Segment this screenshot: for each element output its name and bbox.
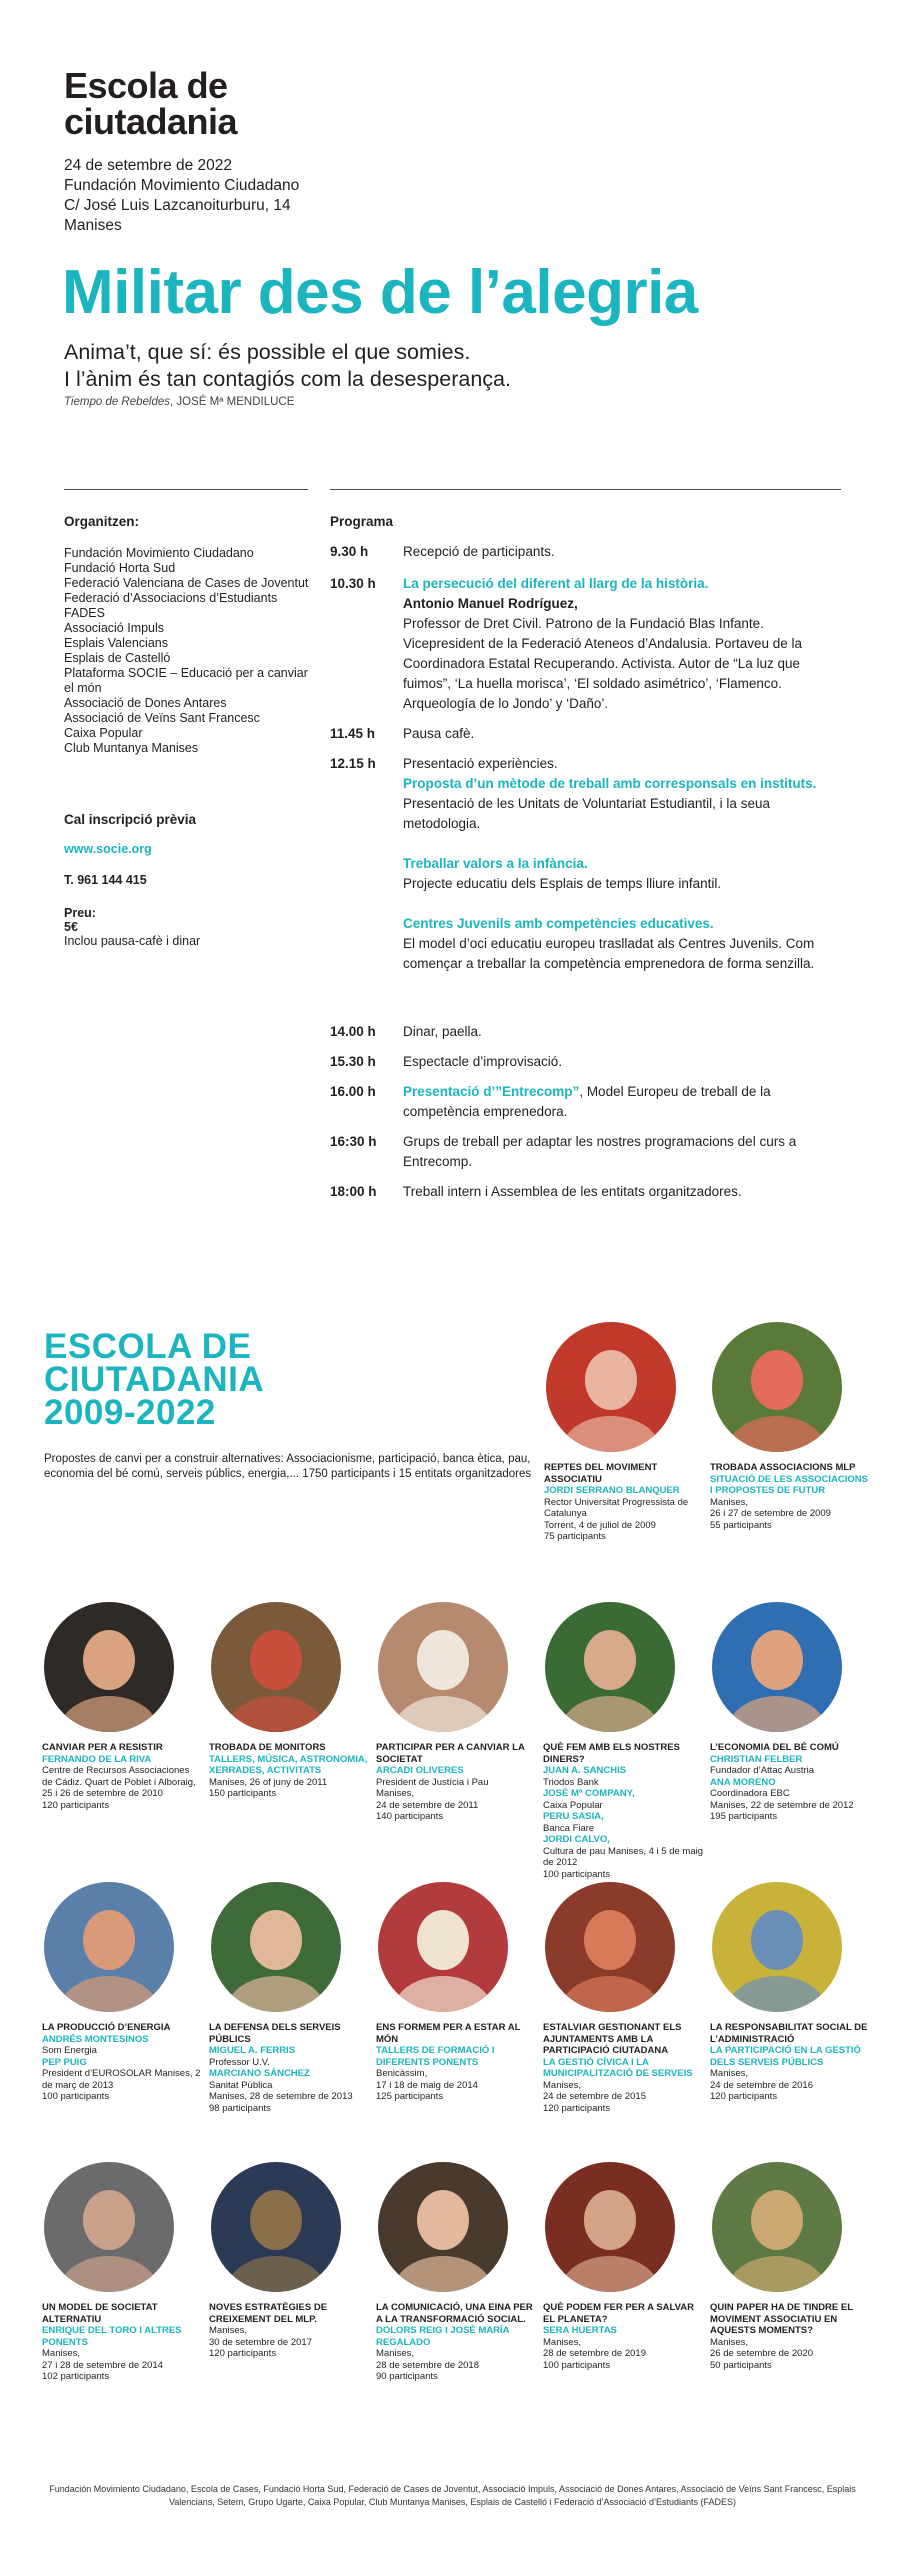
program-text: Recepció de participants. — [403, 544, 555, 559]
event-photo — [211, 1882, 341, 2012]
organizer-item: Plataforma SOCIE – Educació per a canviar el món — [64, 666, 308, 695]
history-item-title: CANVIAR PER A RESISTIR — [42, 1742, 163, 1753]
program-entry — [403, 1082, 843, 1122]
history-item — [42, 2162, 202, 2383]
program-time: 11.45 h — [330, 726, 376, 741]
history-item-title: QUÈ FEM AMB ELS NOSTRES DINERS? — [543, 1742, 680, 1765]
event-venue: Fundación Movimiento Ciudadano — [64, 177, 300, 194]
history-item-details — [710, 1754, 870, 1823]
history-item-details — [710, 2045, 870, 2103]
history-item-details — [209, 2045, 369, 2114]
history-item-text: Professor U.V. — [209, 2056, 270, 2068]
program-entry — [403, 754, 843, 974]
program-text: Treball intern i Assemblea de les entitats organitzadores. — [403, 1184, 742, 1199]
event-photo — [712, 1322, 842, 1452]
history-title-line1: ESCOLA DE — [44, 1327, 252, 1366]
history-item-participants: 120 participants — [543, 2102, 611, 2114]
organizer-item: Associació de Veïns Sant Francesc — [64, 711, 260, 725]
history-item-highlight: FERNANDO DE LA RIVA — [42, 1753, 152, 1765]
history-item-title: TROBADA ASSOCIACIONS MLP — [710, 1462, 856, 1473]
history-item-highlight: LA GESTIÓ CÍVICA I LA MUNICIPALITZACIÓ DE SERVEIS — [543, 2056, 693, 2079]
website-link[interactable]: www.socie.org — [64, 842, 152, 856]
history-item-text: Cultura de pau Manises, 4 i 5 de maig de 2012 — [543, 1845, 704, 1868]
history-item-details — [544, 1485, 704, 1543]
program-time: 14.00 h — [330, 1024, 376, 1039]
program-time: 15.30 h — [330, 1054, 376, 1069]
program-text: , Model Europeu de treball de la competència emprenedora. — [403, 1084, 771, 1119]
history-item-title: LA PRODUCCIÓ D’ENERGIA — [42, 2022, 171, 2033]
organizer-item: Federació d’Associacions d’Estudiants FADES — [64, 591, 278, 620]
event-city: Manises — [64, 217, 122, 234]
history-item-participants: 55 participants — [710, 1519, 772, 1531]
history-item-title: ENS FORMEM PER A ESTAR AL MÓN — [376, 2022, 521, 2045]
program-text: Presentació experiències. — [403, 756, 558, 771]
history-item-highlight: SERA HUERTAS — [543, 2325, 617, 2336]
history-item — [543, 2162, 703, 2371]
history-item-text: Manises, — [710, 1496, 749, 1508]
event-photo — [44, 1882, 174, 2012]
program-entry — [403, 1132, 843, 1172]
history-item-text: President de Justícia i Pau — [376, 1776, 489, 1788]
history-item-participants: 125 participants — [376, 2091, 444, 2102]
history-item — [42, 1602, 202, 1811]
history-item-participants: 120 participants — [42, 1799, 110, 1811]
organizer-item: Fundación Movimiento Ciudadano — [64, 546, 254, 560]
history-item-participants: 90 participants — [376, 2371, 438, 2382]
program-entry — [403, 574, 843, 714]
history-item-title: REPTES DEL MOVIMENT ASSOCIATIU — [544, 1462, 658, 1485]
subtitle — [64, 339, 511, 393]
event-photo — [211, 1602, 341, 1732]
history-item-title: TROBADA DE MONITORS — [209, 1742, 326, 1753]
history-item-participants: 100 participants — [42, 2091, 110, 2102]
history-item-text: Manises, — [376, 1788, 415, 1799]
history-item-text: 24 de setembre de 2015 — [543, 2091, 646, 2102]
history-item-text: 17 i 18 de maig de 2014 — [376, 2079, 478, 2091]
history-item-text: Manises, 22 de setembre de 2012 — [710, 1799, 854, 1811]
program-time: 18:00 h — [330, 1184, 377, 1199]
history-item-highlight: JORDI CALVO, — [543, 1834, 610, 1845]
history-item-details — [42, 2325, 202, 2383]
program-text: Espectacle d’improvisació. — [403, 1054, 563, 1069]
event-photo — [712, 1882, 842, 2012]
history-description: Propostes de canvi per a construir alternatives: Associacionisme, participació, banca ètica, pau, economia del bé comú, serveis públics, energia,... 1750 participants i 15 entitats organitzadores — [44, 1453, 532, 1480]
event-photo — [545, 2162, 675, 2292]
history-title — [44, 1327, 265, 1432]
history-title-line2: CIUTADANIA — [44, 1360, 265, 1399]
organizer-item: Caixa Popular — [64, 726, 143, 740]
history-item — [209, 2162, 369, 2360]
history-item — [376, 1602, 536, 1823]
history-item-participants: 75 participants — [544, 1531, 606, 1542]
divider-left — [64, 489, 308, 490]
history-item-title: PARTICIPAR PER A CANVIAR LA SOCIETAT — [376, 1742, 525, 1765]
history-item-text: Caixa Popular — [543, 1799, 603, 1811]
history-item-details — [543, 2057, 703, 2115]
history-item-text: Centre de Recursos Associaciones de Cádiz. Quart de Poblet i Alboraig, 25 i 26 de setembre de 2010 — [42, 1765, 196, 1799]
organizer-item: Associació Impuls — [64, 621, 165, 635]
history-item — [544, 1322, 704, 1543]
history-item-highlight: TALLERS DE FORMACIÓ I DIFERENTS PONENTS — [376, 2045, 495, 2068]
history-item-title: LA COMUNICACIÓ, UNA EINA PER A LA TRANSFORMACIÓ SOCIAL. — [376, 2302, 533, 2325]
history-item-participants: 150 participants — [209, 1788, 277, 1799]
history-item-participants: 50 participants — [710, 2359, 772, 2371]
price-label: Preu: — [64, 906, 96, 920]
history-item-highlight: ANA MORENO — [710, 1776, 776, 1788]
event-photo — [545, 1602, 675, 1732]
program-time: 9.30 h — [330, 544, 369, 559]
history-item-text: Som Energia — [42, 2045, 97, 2056]
history-item-title: QUIN PAPER HA DE TINDRE EL MOVIMENT ASSOCIATIU EN AQUESTS MOMENTS? — [710, 2302, 853, 2336]
history-item-details — [543, 1765, 703, 1880]
history-item-text: Manises, 28 de setembre de 2013 — [209, 2091, 353, 2102]
history-item-highlight: ENRIQUE DEL TORO I ALTRES PONENTS — [42, 2325, 182, 2348]
program-text: El model d’oci educatiu europeu traslladat als Centres Juvenils. Com començar a treballar la competència emprenedora de forma senzilla. — [403, 936, 815, 971]
program-session-title: Presentació d’”Entrecomp” — [403, 1084, 580, 1099]
history-item-title: LA DEFENSA DELS SERVEIS PÚBLICS — [209, 2022, 341, 2045]
history-item-text: Fundador d’Attac Austria — [710, 1765, 815, 1776]
history-item-text: Manises, — [543, 2336, 582, 2348]
history-item-highlight: SITUACIÓ DE LES ASSOCIACIONS I PROPOSTES DE FUTUR — [710, 1473, 868, 1496]
phone-number: T. 961 144 415 — [64, 873, 147, 887]
organizer-item: Esplais Valencians — [64, 636, 168, 650]
event-photo — [546, 1322, 676, 1452]
program-text: Professor de Dret Civil. Patrono de la Fundació Blas Infante. Vicepresident de la Federació Ateneos d’Andalusia. Portaveu de la Coordinadora Estatal Recuperando. Activista. Autor de “La luz que fuimos”, ‘La huella morisca’, ‘El soldado asimétrico’, ‘Flamenco. Arqueología de lo Jondo’ y ‘Daño’. — [403, 616, 803, 711]
history-item-details — [42, 2034, 202, 2103]
history-item-text: 28 de setembre de 2018 — [376, 2359, 479, 2371]
history-item — [209, 1882, 369, 2114]
program-text: Grups de treball per adaptar les nostres programacions del curs a Entrecomp. — [403, 1134, 797, 1169]
school-title — [64, 65, 238, 142]
history-item-highlight: ARCADI OLIVERES — [376, 1765, 464, 1776]
quote-author: , JOSÉ Mª MENDILUCE — [170, 396, 295, 408]
program-text: Projecte educatiu dels Esplais de temps lliure infantil. — [403, 876, 722, 891]
divider-right — [330, 489, 841, 490]
history-item-highlight: DOLORS REIG I JOSÉ MARÍA REGALADO — [376, 2325, 510, 2348]
history-item — [376, 1882, 536, 2103]
history-item-details — [376, 2045, 536, 2103]
program-time: 16:30 h — [330, 1134, 377, 1149]
history-item-participants: 98 participants — [209, 2102, 271, 2114]
history-item-text: Manises, — [710, 2068, 749, 2079]
history-item-text: Sanitat Pública — [209, 2079, 273, 2091]
history-item-details — [209, 2325, 369, 2360]
event-address: C/ José Luis Lazcanoiturburu, 14 — [64, 197, 291, 214]
school-title-line2: ciutadania — [64, 101, 238, 142]
history-item — [543, 1882, 703, 2114]
school-title-line1: Escola de — [64, 65, 228, 106]
program-session-title: Proposta d’un mètode de treball amb corresponsals en instituts. — [403, 776, 817, 791]
history-item — [710, 1322, 870, 1531]
history-item — [543, 1602, 703, 1880]
history-item-text: 26 de setembre de 2020 — [710, 2348, 813, 2359]
organizer-item: Federació Valenciana de Cases de Joventut — [64, 576, 309, 590]
event-photo — [378, 2162, 508, 2292]
event-photo — [378, 1602, 508, 1732]
history-item — [710, 1882, 870, 2103]
history-item-details — [710, 1474, 870, 1532]
history-item-text: Manises, — [209, 2325, 248, 2336]
history-item-text: Benicàssim, — [376, 2068, 428, 2079]
history-item-participants: 100 participants — [543, 1868, 611, 1880]
price-value: 5€ — [64, 920, 78, 934]
history-item-text: Triodos Bank — [543, 1776, 599, 1788]
history-item-details — [376, 2325, 536, 2383]
history-item-highlight: CHRISTIAN FELBER — [710, 1753, 803, 1765]
history-item-participants: 120 participants — [209, 2348, 277, 2359]
footer: Fundación Movimiento Ciudadano, Escola de Cases, Fundació Horta Sud, Federació de Cases de Joventut, Associació Impuls, Associació de Dones Antares, Associació de Veïns Sant Francesc, Esplais Valencians, Setem, Grupo Ugarte, Caixa Popular, Club Muntanya Manises, Esplais de Castelló i Federació d’Associació d’Estudiants (FADES) — [49, 2484, 856, 2507]
history-item — [209, 1602, 369, 1800]
history-item-text: Manises, — [543, 2079, 582, 2091]
program-speaker: Antonio Manuel Rodríguez, — [403, 596, 578, 611]
history-item-highlight: LA PARTICIPACIÓ EN LA GESTIÓ DELS SERVEIS PÚBLICS — [710, 2045, 861, 2068]
history-item-highlight: PERU SASIA, — [543, 1811, 604, 1822]
event-photo — [545, 1882, 675, 2012]
history-item-title: QUÈ PODEM FER PER A SALVAR EL PLANETA? — [543, 2302, 694, 2325]
organizers-heading: Organitzen: — [64, 514, 140, 529]
program-entry — [403, 724, 843, 744]
history-item-details — [543, 2325, 703, 2371]
event-photo — [211, 2162, 341, 2292]
history-item-text: Rector Universitat Progressista de Catalunya — [544, 1496, 689, 1519]
history-title-line3: 2009-2022 — [44, 1393, 216, 1432]
program-session-title: Treballar valors a la infància. — [403, 856, 588, 871]
history-item-text: Manises, 26 of juny de 2011 — [209, 1776, 328, 1788]
history-item-highlight: MARCIANO SÁNCHEZ — [209, 2068, 310, 2079]
event-photo — [378, 1882, 508, 2012]
history-item-participants: 102 participants — [42, 2371, 110, 2382]
organizer-item: Club Muntanya Manises — [64, 741, 199, 755]
program-heading: Programa — [330, 514, 394, 529]
history-item-title: NOVES ESTRATÈGIES DE CREIXEMENT DEL MLP. — [209, 2302, 328, 2325]
history-item-highlight: JORDI SERRANO BLANQUER — [544, 1485, 680, 1496]
event-photo — [712, 1602, 842, 1732]
history-item — [710, 1602, 870, 1823]
history-item-text: 24 de setembre de 2016 — [710, 2079, 813, 2091]
history-item-details — [710, 2337, 870, 2372]
history-item-participants: 140 participants — [376, 1811, 444, 1822]
history-item-text: 28 de setembre de 2019 — [543, 2348, 646, 2359]
program-session-title: La persecució del diferent al llarg de la història. — [403, 576, 709, 591]
organizer-item: Esplais de Castelló — [64, 651, 171, 665]
program-time: 12.15 h — [330, 756, 376, 771]
history-item-text: Torrent, 4 de juliol de 2009 — [544, 1519, 656, 1531]
organizers-list — [64, 546, 314, 756]
history-item-text: Manises, — [42, 2348, 81, 2359]
history-item-text: Coordinadora EBC — [710, 1788, 790, 1799]
program-text: Pausa cafè. — [403, 726, 475, 741]
history-item-title: LA RESPONSABILITAT SOCIAL DE L’ADMINISTRACIÓ — [710, 2022, 868, 2045]
history-item-participants: 195 participants — [710, 1811, 778, 1822]
registration-heading: Cal inscripció prèvia — [64, 812, 197, 827]
program-time: 10.30 h — [330, 576, 376, 591]
price-note: Inclou pausa-cafè i dinar — [64, 934, 201, 948]
history-item-highlight: JOSÉ Mª COMPANY, — [543, 1788, 635, 1799]
event-info — [64, 156, 299, 236]
subtitle-line1: Anima’t, que sí: és possible el que somies. — [64, 340, 471, 364]
program-entry — [403, 542, 843, 562]
program-text: Dinar, paella. — [403, 1024, 482, 1039]
history-item-text: 27 i 28 de setembre de 2014 — [42, 2359, 163, 2371]
history-item-title: ESTALVIAR GESTIONANT ELS AJUNTAMENTS AMB LA PARTICIPACIÓ CIUTADANA — [543, 2022, 682, 2056]
program-entry — [403, 1022, 843, 1042]
history-item — [42, 1882, 202, 2103]
event-date: 24 de setembre de 2022 — [64, 157, 233, 174]
program-entry — [403, 1052, 843, 1072]
history-item-highlight: TALLERS, MÚSICA, ASTRONOMIA, XERRADES, ACTIVITATS — [209, 1753, 368, 1776]
history-item — [710, 2162, 870, 2371]
history-item-title: L’ECONOMIA DEL BÉ COMÚ — [710, 1742, 839, 1753]
history-item-participants: 120 participants — [710, 2091, 778, 2102]
history-item-text: President d’EUROSOLAR Manises, 2 de març de 2013 — [42, 2068, 201, 2091]
program-text: Presentació de les Unitats de Voluntariat Estudiantil, i la seua metodologia. — [403, 796, 770, 831]
history-item-details — [209, 1754, 369, 1800]
history-item-text: 26 i 27 de setembre de 2009 — [710, 1508, 831, 1519]
event-photo — [712, 2162, 842, 2292]
history-item — [376, 2162, 536, 2383]
history-item-text: Manises, — [376, 2348, 415, 2359]
organizer-item: Associació de Dones Antares — [64, 696, 227, 710]
history-item-text: 24 de setembre de 2011 — [376, 1799, 479, 1811]
quote-source — [64, 396, 294, 408]
history-item-highlight: ANDRÉS MONTESINOS — [42, 2033, 149, 2045]
subtitle-line2: I l’ànim és tan contagiós com la desesperança. — [64, 367, 511, 391]
organizer-item: Fundació Horta Sud — [64, 561, 176, 575]
program-time: 16.00 h — [330, 1084, 376, 1099]
history-item-details — [376, 1765, 536, 1823]
page-title: Militar des de l’alegria — [62, 258, 698, 327]
history-item-title: UN MODEL DE SOCIETAT ALTERNATIU — [42, 2302, 158, 2325]
history-item-details — [42, 1754, 202, 1812]
program-entry — [403, 1182, 843, 1202]
history-item-highlight: MIGUEL A. FERRIS — [209, 2045, 296, 2056]
history-item-text: Manises, — [710, 2336, 749, 2348]
history-item-text: 30 de setembre de 2017 — [209, 2336, 312, 2348]
history-item-highlight: JUAN A. SANCHIS — [543, 1765, 627, 1776]
history-item-highlight: PEP PUIG — [42, 2056, 87, 2068]
program-session-title: Centres Juvenils amb competències educatives. — [403, 916, 714, 931]
history-item-participants: 100 participants — [543, 2359, 611, 2371]
event-photo — [44, 2162, 174, 2292]
quote-book: Tiempo de Rebeldes — [64, 396, 171, 408]
event-photo — [44, 1602, 174, 1732]
history-item-text: Banca Fiare — [543, 1822, 595, 1834]
